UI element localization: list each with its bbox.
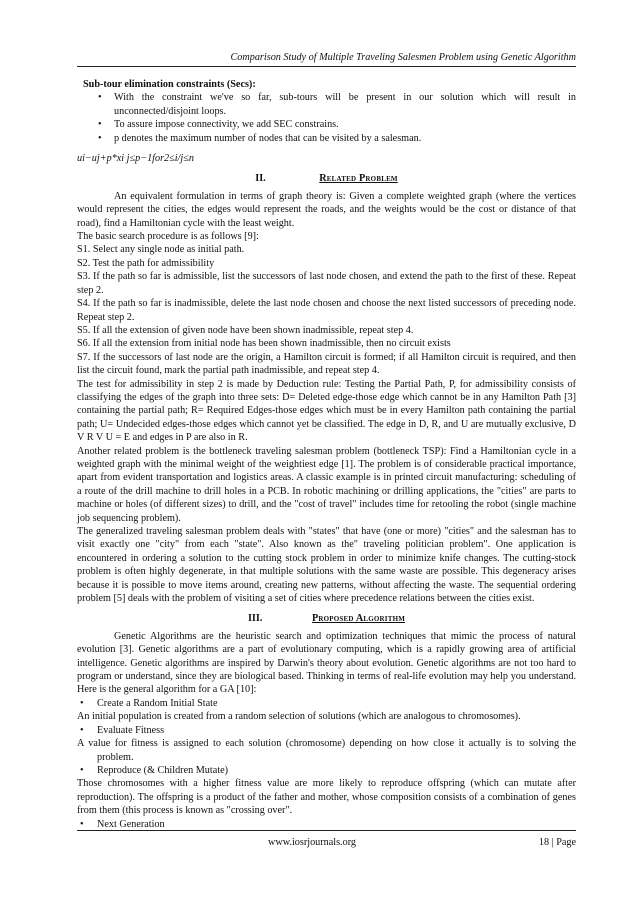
page-body [77, 78, 576, 831]
footer-url: www.iosrjournals.org [268, 837, 357, 848]
procedure-step: S2. Test the path for admissibility [77, 257, 215, 269]
procedure-step: S3. If the path so far is admissible, list the successors of last node chosen, and extend the path to the first of these. Repeat step 2. [77, 271, 576, 296]
bullet-text: p denotes the maximum number of nodes that can be visited by a salesman. [114, 132, 422, 144]
list-item [77, 132, 576, 145]
section-title: Related Problem [319, 173, 398, 185]
header-rule [77, 66, 576, 67]
list-item [77, 118, 576, 131]
section-heading-related-problem [77, 172, 576, 185]
ga-step-text: A value for fitness is assigned to each solution (chromosome) depending on how close it actually is to solving the problem. [77, 738, 576, 763]
section-number: II. [255, 173, 266, 185]
ga-step-title [77, 764, 576, 777]
ga-step-title [77, 818, 576, 831]
procedure-step: S4. If the path so far is inadmissible, delete the last node chosen and choose the next listed successors of preceding node. Repeat step 2. [77, 298, 576, 323]
paragraph: The generalized traveling salesman problem deals with "states" that have (one or more) "cities" and the salesman has to visit exactly one "city" from each "state". Also known as the" traveling politician problem". One application is encountered in ordering a solution to the cutting stock problem in order to minimize knife changes. The cutting-stock problem is often highly degenerate, in that multiple solutions with the same waste are possible. This degeneracy arises because it is possible to move items around, creating new patterns, without affecting the waste. The sequential ordering problem [5] deals with the problem of visiting a set of cities where precedence relations between the cities exist. [77, 526, 576, 605]
procedure-step: S1. Select any single node as initial path. [77, 244, 245, 256]
bullet-icon: • [80, 724, 84, 736]
ga-step-title-text: Next Generation [97, 818, 165, 830]
bullet-icon: • [80, 818, 84, 830]
section-heading-proposed-algorithm [77, 612, 576, 625]
page-number: 18 | Page [538, 837, 576, 848]
paragraph: Another related problem is the bottleneck traveling salesman problem (bottleneck TSP): Find a Hamiltonian cycle in a weighted graph with the minimal weight of the weightiest edge [1]. The problem is of considerable practical importance, apart from evident transportation and logistics areas. A classic example is in printed circuit manufacturing: scheduling of a route of the drill machine to drill holes in a PCB. In robotic machining or drilling applications, the "cities" are parts to machine or holes (of different sizes) to drill, and the "cost of travel" includes time for retooling the robot (single machine job sequencing problem). [77, 445, 576, 524]
bullet-icon: • [80, 697, 84, 709]
footer-rule [77, 830, 576, 831]
ga-step-title-text: Create a Random Initial State [97, 697, 218, 709]
paragraph: The test for admissibility in step 2 is made by Deduction rule: Testing the Partial Path, P, for admissibility consists of classifying the edges of the graph into three sets: D= Deleted edge-those edge which cannot be in any Hamilton Path [3] containing the partial path; R= Required Edges-those edges which must be in every Hamilton path containing the partial path; U= Undecided edges-those edges which cannot yet be classified. The edge in D, R, and U are mutually exclusive, D V R V U = E and edges in P are also in R. [77, 378, 576, 444]
bullet-icon: • [80, 764, 84, 776]
bullet-icon: • [98, 132, 102, 144]
subtour-bullet-list [77, 91, 576, 145]
subtour-heading: Sub-tour elimination constraints (Secs): [83, 79, 256, 90]
section-title: Proposed Algorithm [311, 613, 406, 625]
bullet-icon: • [98, 92, 102, 104]
ga-step-text: Those chromosomes with a higher fitness value are more likely to reproduce offspring (which can mutate after reproduction). The offspring is a product of the father and mother, whose composition consists of a combination of genes from them (this process is known as "crossing over". [77, 778, 576, 817]
section-number: III. [247, 613, 263, 625]
procedure-step: S7. If the successors of last node are the origin, a Hamilton circuit is formed; if all Hamilton circuit is required, and then list the circuit found, mark the partial path inadmissible, and repeat step 4. [77, 351, 576, 377]
ga-step-title-text: Reproduce (& Children Mutate) [97, 764, 228, 776]
bullet-icon: • [98, 119, 102, 131]
paragraph: An equivalent formulation in terms of graph theory is: Given a complete weighted graph (where the vertices would represent the cities, the edges would represent the roads, and the weights would be the cost or distance of that road), find a Hamiltonian cycle with the least weight. [77, 190, 576, 229]
ga-step-text: An initial population is created from a random selection of solutions (which are analogous to chromosomes). [77, 711, 521, 723]
bullet-text: To assure impose connectivity, we add SEC constrains. [114, 119, 339, 131]
paragraph: The basic search procedure is as follows [9]: [77, 231, 259, 243]
list-item [77, 91, 576, 118]
ga-step-title-text: Evaluate Fitness [97, 724, 165, 736]
procedure-step: S6. If all the extension from initial node has been shown inadmissible, then no circuit exists [77, 338, 451, 350]
ga-step-title [77, 697, 576, 710]
paragraph: Genetic Algorithms are the heuristic search and optimization techniques that mimic the process of natural evolution [3]. Genetic algorithms are a part of evolutionary computing, which is a rapidly growing area of artificial intelligence. Genetic algorithms are inspired by Darwin's theory about evolution. Genetic algorithms are not too hard to program or understand, since they are biological based. Thinking in terms of real-life evolution may help you understand. Here is the general algorithm for a GA [10]: [77, 630, 576, 696]
running-title: Comparison Study of Multiple Traveling Salesmen Problem using Genetic Algorithm [230, 52, 576, 63]
sec-formula: ui−uj+p*xi j≤p−1for2≤i/j≤n [77, 153, 194, 165]
bullet-text: With the constraint we've so far, sub-tours will be present in our solution which will result in unconnected/disjoint loops. [114, 92, 576, 117]
procedure-step: S5. If all the extension of given node have been shown inadmissible, repeat step 4. [77, 324, 414, 336]
ga-step-title [77, 724, 576, 737]
